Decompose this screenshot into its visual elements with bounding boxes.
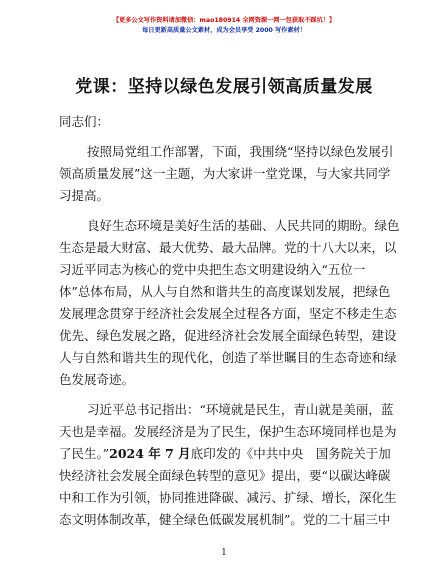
promo-banner xyxy=(0,16,448,36)
paragraph-3-line: 习近平总书记指出：“环境就是民生，青山就是美丽，蓝 xyxy=(87,402,394,417)
paragraph-3-line: 态文明体制改革，健全绿色低碳发展机制”。党的二十届三中 xyxy=(59,512,391,527)
paragraph-2-line: 生态是最大财富、最大优势、最大品牌。党的十八大以来，以 xyxy=(59,240,397,255)
page-number: 1 xyxy=(221,548,227,558)
paragraph-2-line: 习近平同志为核心的党中央把生态文明建设纳入“五位一 xyxy=(59,262,366,277)
promo-banner-line-2: 每日更新高质量公文素材，成为会员享受 2000 写作素材！ xyxy=(142,27,306,34)
paragraph-3-line: 天也是幸福。发展经济是为了民生，保护生态环境同样也是为 xyxy=(59,424,397,439)
paragraph-2-line: 人与自然和谐共生的现代化，创造了举世瞩目的生态奇迹和绿 xyxy=(59,350,397,365)
salutation: 同志们： xyxy=(59,114,110,129)
document-body xyxy=(59,111,400,531)
paragraph-3-line-rest: 底印发的《中共中央 国务院关于加 xyxy=(190,446,391,461)
paragraph-1-line: 习提高。 xyxy=(59,188,110,203)
paragraph-1-line: 领高质量发展”这一主题，为大家讲一堂党课，与大家共同学 xyxy=(59,166,391,181)
document-title: 党课：坚持以绿色发展引领高质量发展 xyxy=(75,77,373,97)
paragraph-3-line xyxy=(59,443,391,465)
paragraph-3-line: 中和工作为引领，协同推进降碳、减污、扩绿、增长，深化生 xyxy=(59,490,397,505)
quote-end: 了民生。” xyxy=(59,446,110,461)
paragraph-2-line: 良好生态环境是美好生活的基础、人民共同的期盼。绿色 xyxy=(87,218,400,233)
paragraph-3-line: 快经济社会发展全面绿色转型的意见》提出，要“以碳达峰碳 xyxy=(59,468,391,483)
paragraph-2-line: 发展理念贯穿于经济社会发展全过程各方面，坚定不移走生态 xyxy=(59,306,397,321)
paragraph-2-line: 优先、绿色发展之路，促进经济社会发展全面绿色转型，建设 xyxy=(59,328,397,343)
promo-banner-line-1: 【更多公文写作资料请加微信：mao180914 全网资源一网一包获取不踩坑！】 xyxy=(112,17,336,24)
bold-date: 2024 年 7 月 xyxy=(109,446,191,461)
paragraph-2-line: 体”总体布局，从人与自然和谐共生的高度谋划发展，把绿色 xyxy=(59,284,391,299)
paragraph-2-line: 色发展奇迹。 xyxy=(59,372,135,387)
paragraph-1-line: 按照局党组工作部署，下面，我围绕“坚持以绿色发展引 xyxy=(87,144,394,159)
